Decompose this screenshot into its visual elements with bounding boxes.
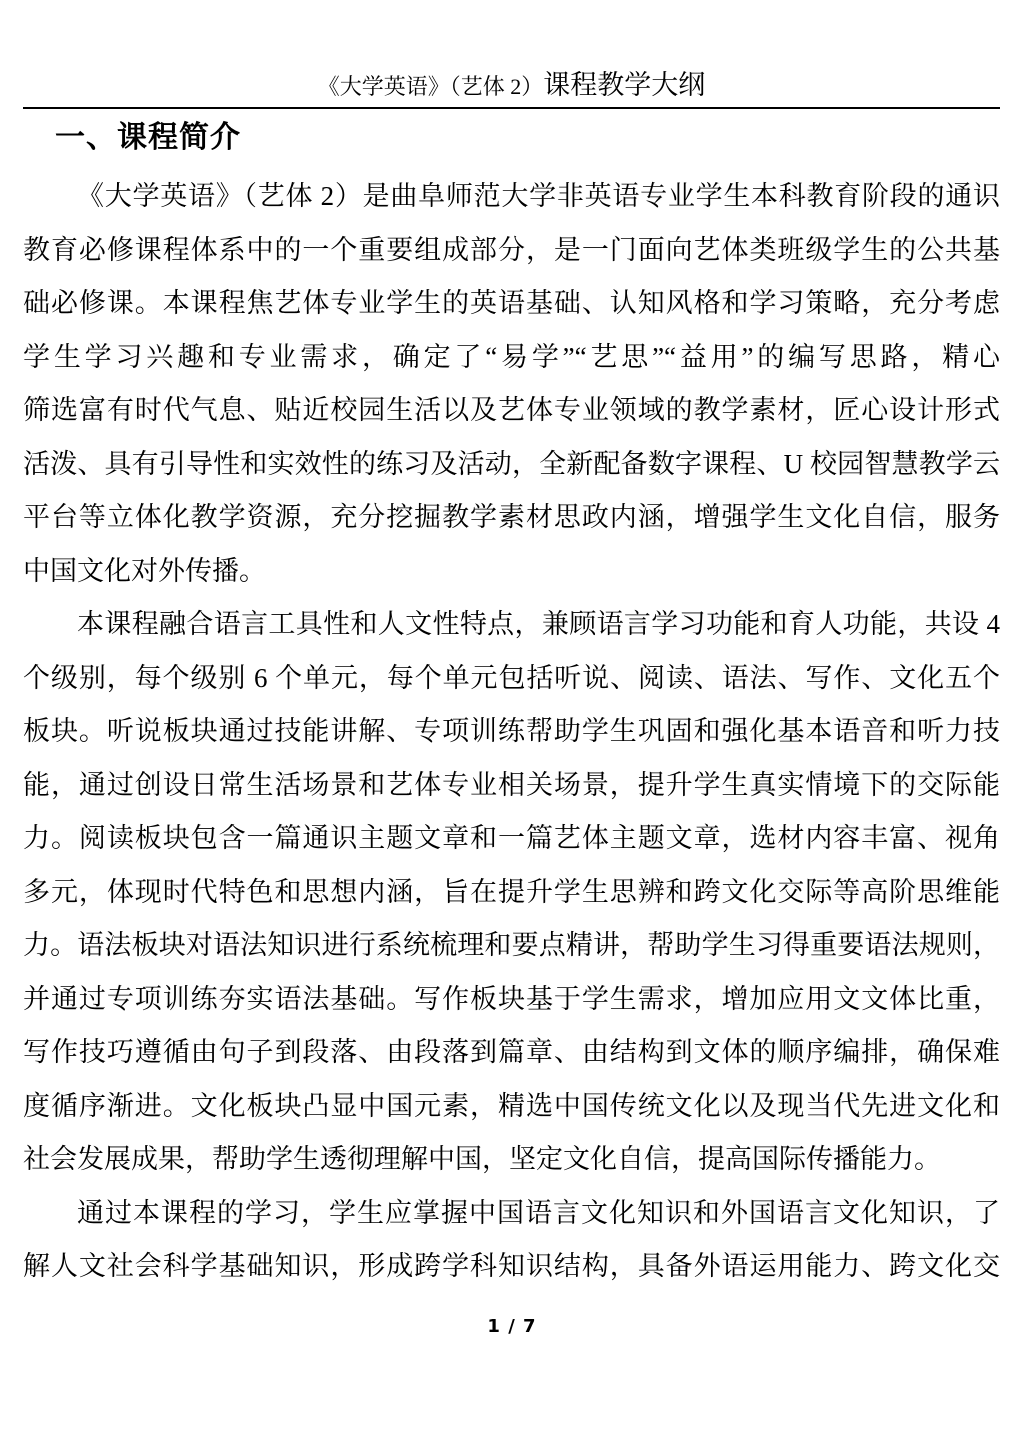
body-line: 通过本课程的学习，学生应掌握中国语言文化知识和外国语言文化知识，了	[77, 1197, 1000, 1228]
body-line: 解人文社会科学基础知识，形成跨学科知识结构，具备外语运用能力、跨文化交	[23, 1251, 1000, 1281]
header-title-prefix: 《大学英语》（艺体 2）	[317, 74, 544, 99]
body-line: 础必修课。本课程焦艺体专业学生的英语基础、认知风格和学习策略，充分考虑	[23, 288, 1000, 318]
body-line: 教育必修课程体系中的一个重要组成部分，是一门面向艺体类班级学生的公共基	[23, 234, 1000, 265]
body-line: 力。阅读板块包含一篇通识主题文章和一篇艺体主题文章，选材内容丰富、视角	[23, 823, 1000, 853]
body-line: 多元，体现时代特色和思想内涵，旨在提升学生思辨和跨文化交际等高阶思维能	[23, 876, 1000, 907]
body-line: 并通过专项训练夯实语法基础。写作板块基于学生需求，增加应用文文体比重，	[23, 983, 1000, 1014]
body-line: 中国文化对外传播。	[23, 555, 266, 586]
body-line: 板块。听说板块通过技能讲解、专项训练帮助学生巩固和强化基本语音和听力技	[23, 716, 1000, 746]
paragraph	[23, 598, 1000, 1187]
body-line: 度循序渐进。文化板块凸显中国元素，精选中国传统文化以及现当代先进文化和	[23, 1090, 1000, 1121]
body-line: 筛选富有时代气息、贴近校园生活以及艺体专业领域的教学素材，匠心设计形式	[23, 395, 1000, 425]
header-rule	[23, 107, 1000, 109]
body-line: 平台等立体化教学资源，充分挖掘教学素材思政内涵，增强学生文化自信，服务	[23, 502, 1000, 532]
body-line: 写作技巧遵循由句子到段落、由段落到篇章、由结构到文体的顺序编排，确保难	[23, 1037, 1000, 1067]
page-number: 1 / 7	[487, 1316, 537, 1337]
body-line: 社会发展成果，帮助学生透彻理解中国，坚定文化自信，提高国际传播能力。	[23, 1144, 941, 1174]
body-line: 能，通过创设日常生活场景和艺体专业相关场景，提升学生真实情境下的交际能	[23, 769, 1000, 800]
section-heading: 一、课程简介	[55, 121, 241, 154]
document-body	[23, 170, 1000, 1294]
paragraph	[23, 170, 1000, 598]
body-line: 《大学英语》（艺体 2）是曲阜师范大学非英语专业学生本科教育阶段的通识	[77, 181, 1000, 211]
running-header	[23, 0, 1000, 107]
paragraph	[23, 1187, 1000, 1294]
header-title-main: 课程教学大纲	[543, 70, 706, 100]
body-line: 活泼、具有引导性和实效性的练习及活动，全新配备数字课程、U 校园智慧教学云	[23, 448, 1000, 479]
body-line: 学生学习兴趣和专业需求，确定了“易学”“艺思”“益用”的编写思路，精心	[23, 341, 1000, 372]
body-line: 个级别，每个级别 6 个单元，每个单元包括听说、阅读、语法、写作、文化五个	[23, 662, 1000, 693]
body-line: 力。语法板块对语法知识进行系统梳理和要点精讲，帮助学生习得重要语法规则，	[23, 930, 1000, 960]
body-line: 本课程融合语言工具性和人文性特点，兼顾语言学习功能和育人功能，共设 4	[77, 609, 1000, 639]
